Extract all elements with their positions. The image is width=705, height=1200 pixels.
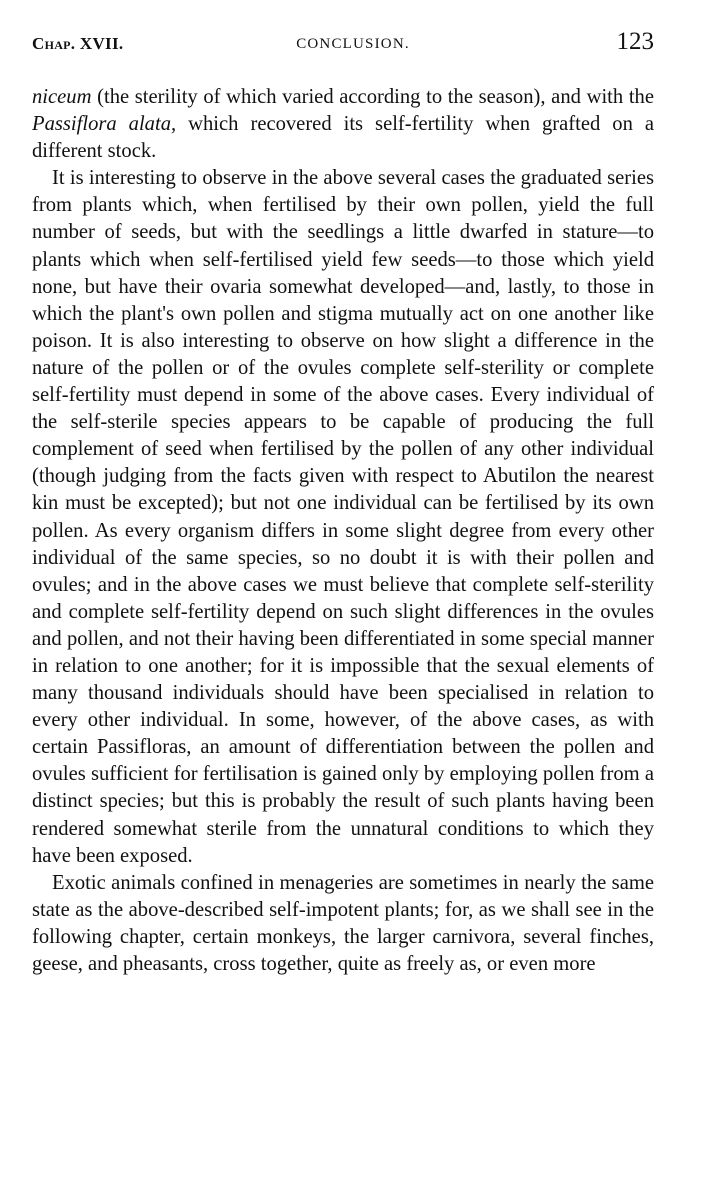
running-header [32,28,654,68]
chapter-title: CONCLUSION. [296,36,410,52]
paragraph-text: which recovered its self-fertility when grafted on a different stock. [32,113,654,163]
italic-species-name: Passiflora alata, [32,113,177,136]
book-page [32,28,654,978]
paragraph: It is interesting to observe in the above several cases the graduated series from plants which, when fertilised by their own pollen, yield the full number of seeds, but with the seedlings a little dwarfed in stature—to plants which when self-fertilised yield few seeds—to those which yield none, but have their ovaria somewhat developed—and, lastly, to those in which the plant's own pollen and stigma mutually act on one another like poison. It is also interesting to observe on how slight a difference in the nature of the pollen or of the ovules complete self-sterility or complete self-fertility must depend in some of the above cases. Every individual of the self-sterile species appears to be capable of producing the full complement of seed when fertilised by the pollen of any other individual (though judging from the facts given with respect to Abutilon the nearest kin must be excepted); but not one individual can be fertilised by its own pollen. As every organism differs in some slight degree from every other individual of the same species, so no doubt it is with their pollen and ovules; and in the above cases we must believe that complete self-sterility and complete self-fertility depend on such slight differences in the ovules and pollen, and not their having been differentiated in some special manner in relation to one another; for it is impossible that the sexual elements of many thousand individuals should have been specialised in relation to every other individual. In some, however, of the above cases, as with certain Passifloras, an amount of differentiation between the pollen and ovules sufficient for fertilisation is gained only by employing pollen from a distinct species; but this is probably the result of such plants having been rendered somewhat sterile from the unnatural conditions to which they have been exposed. [32,167,654,867]
chapter-label: Chap. XVII. [32,34,124,53]
paragraph: Exotic animals confined in menageries are sometimes in nearly the same state as the above-described self-impotent plants; for, as we shall see in the following chapter, certain monkeys, the larger carnivora, several finches, geese, and pheasants, cross together, quite as freely as, or even more [32,871,654,975]
page-number: 123 [616,28,654,55]
paragraph-continuation [32,84,654,165]
paragraph-text: (the sterility of which varied according to the season), and with the [91,86,654,108]
italic-species-name: niceum [32,86,92,108]
body-text [32,84,654,978]
